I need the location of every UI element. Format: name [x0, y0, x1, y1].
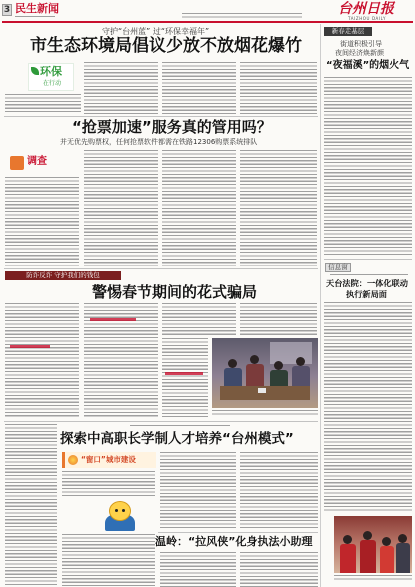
eco-logo-sub-text: 在行动: [43, 80, 62, 87]
night-headline: “夜福溪”的烟火气: [326, 60, 410, 71]
eco-logo-main-text: 环保: [40, 65, 62, 78]
editor-credits-lines: [182, 13, 302, 19]
mascot-head: [109, 501, 131, 521]
story-divider: [324, 259, 412, 260]
ticket-body-col-1: [5, 177, 79, 266]
tag-badge-icon: [10, 156, 24, 170]
newspaper-logo-english: TAIZHOU DAILY: [348, 16, 387, 21]
photo-person-head: [382, 537, 391, 546]
school-headline: 探索中高职长学制人才培养“台州模式”: [60, 431, 294, 447]
leaf-icon: [31, 67, 39, 75]
school-body-left-col: [5, 424, 57, 587]
scam-body-col-1: [5, 303, 79, 417]
right-column-divider: [320, 24, 321, 587]
photo-phone: [258, 388, 266, 393]
photo-person-head: [296, 357, 305, 366]
ticket-headline: “抢票加速”服务真的管用吗？: [72, 118, 272, 136]
ticket-subhead: 并无优先购票权，任何抢票软件都需在铁路12306购票系统排队: [60, 138, 258, 146]
section-label-new-spring: 新春走基层: [324, 27, 372, 36]
photo-residents-at-table: [212, 338, 318, 408]
ticket-body-col-4: [240, 150, 317, 266]
investigation-tag: [8, 153, 58, 173]
wenling-body-col-1: [62, 534, 155, 587]
night-body-text: [324, 77, 412, 255]
photo-person-head: [343, 535, 352, 544]
mascot-eye: [115, 509, 118, 512]
wenling-body-col-3: [240, 552, 318, 587]
mascot-eye: [122, 509, 125, 512]
photo-person-head: [228, 359, 237, 368]
eco-body-col-2: [162, 62, 236, 114]
wenling-body-col-2: [160, 552, 236, 587]
court-body-text: [324, 302, 412, 513]
photo-person-body: [292, 366, 310, 388]
anti-fraud-banner: 防诈反诈 守护我们的钱包: [5, 271, 121, 280]
eco-body-col-1: [84, 62, 158, 114]
scam-headline: 警惕春节期间的花式骗局: [92, 283, 258, 301]
scam-body-col-3-side: [162, 338, 208, 417]
photo-person-body: [396, 543, 410, 573]
court-headline-line-2: 执行新局面: [346, 289, 387, 299]
section-title: 民生新闻: [15, 2, 59, 15]
photo-person-head: [398, 534, 407, 543]
scam-subhead-marker: [10, 345, 50, 348]
night-kicker-line-2: 夜间经济焕新颜: [335, 49, 384, 57]
story-divider: [4, 268, 318, 269]
photo-person-body: [360, 540, 376, 573]
school-body-col-2: [160, 452, 236, 530]
story-divider: [4, 421, 318, 422]
scam-subhead-marker: [90, 318, 136, 321]
scam-body-col-4-top: [240, 303, 317, 335]
tag-label: 调查: [27, 156, 47, 167]
photo-person-head: [363, 531, 372, 540]
page-number: 3: [3, 5, 11, 15]
night-kicker-line-1: 街道积极引导: [340, 40, 382, 48]
photo-person-body: [246, 364, 264, 386]
scam-subhead-marker: [165, 372, 203, 375]
series-banner-text: “窗口”城市建设: [81, 455, 136, 464]
photo-festival-crowd: [334, 516, 412, 573]
photo-person-body: [380, 546, 394, 573]
eco-body-col-3: [240, 62, 317, 114]
dateline-text-lines: [15, 16, 55, 19]
photo-person-head: [274, 361, 283, 370]
series-banner: [62, 452, 156, 468]
photo-person-head: [250, 355, 259, 364]
eco-kicker: 守护“台州蓝” 过“环保幸福年”: [102, 27, 210, 36]
newspaper-logo: 台州日报: [338, 1, 394, 17]
eco-body-lead: [5, 94, 81, 113]
story-divider: [158, 532, 318, 533]
photo-person-body: [340, 544, 356, 573]
eco-headline: 市生态环境局倡议少放不放烟花爆竹: [30, 36, 302, 56]
section-label-info: 信息窗: [325, 263, 351, 272]
scam-body-col-3-top: [162, 303, 236, 335]
right-photo-caption-lines: [334, 575, 412, 581]
school-body-col-1: [62, 471, 155, 498]
scam-photo-caption-lines: [212, 410, 318, 417]
school-body-col-3: [240, 452, 318, 530]
mascot-cartoon: [97, 501, 143, 531]
school-kicker-lines: [130, 425, 230, 427]
story-divider: [4, 116, 318, 117]
ticket-body-col-2: [84, 150, 158, 266]
eco-campaign-logo: [28, 63, 74, 91]
wenling-headline: 温岭：“拉风侠”化身执法小助理: [155, 535, 313, 548]
series-emblem-icon: [68, 455, 78, 465]
photo-person-body: [224, 368, 242, 388]
masthead-rule: [2, 21, 413, 23]
court-headline-line-1: 天台法院：一体化联动: [326, 278, 408, 288]
court-kicker-lines: [330, 274, 408, 276]
ticket-body-col-3: [162, 150, 236, 266]
